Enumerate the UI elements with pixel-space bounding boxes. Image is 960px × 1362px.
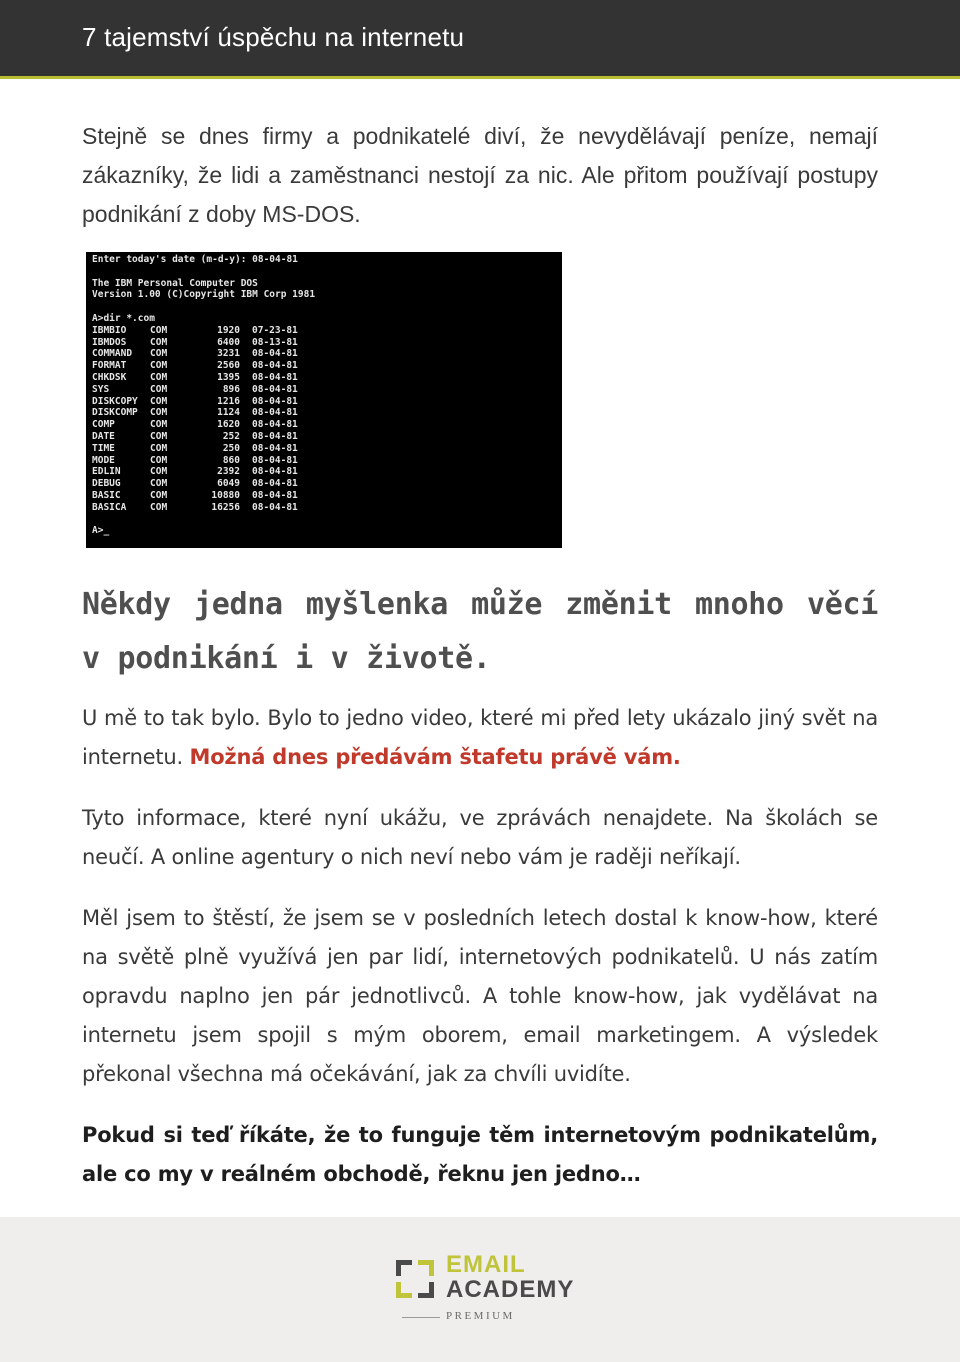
dos-file-date: 08-04-81 <box>252 501 298 513</box>
logo-text-email: EMAIL <box>446 1251 526 1278</box>
paragraph-info: Tyto informace, které nyní ukážu, ve zprávách nenajdete. Na školách se neučí. A online agentury o nich neví nebo vám je raději neříkají. <box>82 806 878 869</box>
logo-text-academy: ACADEMY <box>446 1276 575 1303</box>
dos-file-name: FORMAT <box>92 360 127 372</box>
intro-paragraph: Stejně se dnes firmy a podnikatelé diví, že nevydělávají peníze, nemají zákazníky, že lidi a zaměstnanci nestojí za nic. Ale přitom používají postupy podnikání z doby MS-DOS. <box>82 123 878 227</box>
email-academy-logo <box>392 1251 575 1332</box>
dos-file-name: SYS <box>92 383 110 395</box>
dos-file-name: MODE <box>92 454 115 466</box>
dos-file-row <box>92 478 556 490</box>
dos-file-row <box>92 455 556 467</box>
dos-file-size: 1395 <box>217 371 240 383</box>
dos-file-date: 08-04-81 <box>252 407 298 419</box>
dos-file-size: 1216 <box>217 395 240 407</box>
dos-file-row <box>92 431 556 443</box>
dos-file-name: COMMAND <box>92 348 133 360</box>
dos-file-size: 2560 <box>217 360 240 372</box>
dos-file-date: 08-04-81 <box>252 419 298 431</box>
ms-dos-screenshot <box>86 252 562 548</box>
dos-file-ext: COM <box>150 454 168 466</box>
dos-file-row <box>92 407 556 419</box>
highlight-text: Možná dnes předávám štafetu právě vám. <box>189 745 681 769</box>
dos-file-row <box>92 337 556 349</box>
dos-file-row <box>92 419 556 431</box>
dos-file-date: 08-04-81 <box>252 395 298 407</box>
dos-version-line: Version 1.00 (C)Copyright IBM Corp 1981 <box>92 289 316 301</box>
dos-file-date: 08-04-81 <box>252 478 298 490</box>
dos-file-name: BASICA <box>92 501 127 513</box>
dos-file-row <box>92 502 556 514</box>
dos-file-date: 08-04-81 <box>252 466 298 478</box>
dos-file-size: 2392 <box>217 466 240 478</box>
dos-file-row <box>92 348 556 360</box>
dos-file-date: 08-04-81 <box>252 489 298 501</box>
dos-file-size: 1124 <box>217 407 240 419</box>
paragraph-video <box>82 699 878 777</box>
logo-mark-icon <box>392 1256 438 1302</box>
header-bar <box>0 0 960 76</box>
dos-file-date: 08-04-81 <box>252 371 298 383</box>
dos-file-ext: COM <box>150 466 168 478</box>
dos-file-size: 10880 <box>211 489 240 501</box>
paragraph-bold-closing: Pokud si teď říkáte, že to funguje těm internetovým podnikatelům, ale co my v reálném obchodě, řeknu jen jedno… <box>82 1123 878 1186</box>
dos-file-name: IBMBIO <box>92 324 127 336</box>
paragraph-knowhow: Měl jsem to štěstí, že jsem se v posledních letech dostal k know-how, které na světě plně využívá jen par lidí, internetových podnikatelů. U nás zatím opravdu naplno jen pár jednotlivců. A tohle know-how, jak vydělávat na internetu jsem spojil s mým oborem, email marketingem. A výsledek překonal všechna má očekávání, jak za chvíli uvidíte. <box>82 906 878 1086</box>
dos-file-name: DISKCOMP <box>92 407 138 419</box>
dos-file-ext: COM <box>150 395 168 407</box>
dos-file-size: 252 <box>222 430 240 442</box>
dos-file-size: 3231 <box>217 348 240 360</box>
dos-file-size: 6049 <box>217 478 240 490</box>
dos-file-ext: COM <box>150 430 168 442</box>
logo-text-premium: PREMIUM <box>446 1310 515 1322</box>
dos-file-row <box>92 372 556 384</box>
dos-file-ext: COM <box>150 348 168 360</box>
dos-title-line: The IBM Personal Computer DOS <box>92 277 258 289</box>
header-accent-line <box>0 76 960 79</box>
dos-file-name: DATE <box>92 430 115 442</box>
dos-date-line: Enter today's date (m-d-y): 08-04-81 <box>92 254 298 265</box>
dos-file-date: 07-23-81 <box>252 324 298 336</box>
dos-file-name: EDLIN <box>92 466 121 478</box>
dos-file-row <box>92 396 556 408</box>
section-heading: Někdy jedna myšlenka může změnit mnoho věcí v podnikání i v životě. <box>82 587 878 676</box>
dos-file-row <box>92 360 556 372</box>
dos-file-name: IBMDOS <box>92 336 127 348</box>
dos-file-size: 250 <box>222 442 240 454</box>
dos-file-name: CHKDSK <box>92 371 127 383</box>
dos-file-name: DEBUG <box>92 478 121 490</box>
dos-file-name: DISKCOPY <box>92 395 138 407</box>
dos-file-row <box>92 325 556 337</box>
dos-file-name: TIME <box>92 442 115 454</box>
dos-file-date: 08-04-81 <box>252 454 298 466</box>
dos-file-ext: COM <box>150 442 168 454</box>
dos-file-date: 08-13-81 <box>252 336 298 348</box>
page-title: 7 tajemství úspěchu na internetu <box>82 22 465 52</box>
dos-file-ext: COM <box>150 478 168 490</box>
dos-file-size: 860 <box>222 454 240 466</box>
dos-file-name: COMP <box>92 419 115 431</box>
dos-file-size: 1920 <box>217 324 240 336</box>
dos-file-ext: COM <box>150 407 168 419</box>
dos-file-row <box>92 490 556 502</box>
dos-file-ext: COM <box>150 383 168 395</box>
dos-file-ext: COM <box>150 419 168 431</box>
dos-file-size: 16256 <box>211 501 240 513</box>
dos-file-ext: COM <box>150 360 168 372</box>
dos-file-ext: COM <box>150 489 168 501</box>
dos-file-date: 08-04-81 <box>252 442 298 454</box>
dos-file-date: 08-04-81 <box>252 430 298 442</box>
dos-file-date: 08-04-81 <box>252 348 298 360</box>
paragraph-video-text: U mě to tak bylo. Bylo to jedno video, které mi před lety ukázalo jiný svět na internetu. <box>82 706 878 769</box>
dos-file-size: 896 <box>222 383 240 395</box>
dos-file-ext: COM <box>150 501 168 513</box>
dos-file-size: 6400 <box>217 336 240 348</box>
dos-file-ext: COM <box>150 324 168 336</box>
dos-file-ext: COM <box>150 371 168 383</box>
dos-file-list <box>92 325 556 514</box>
dos-prompt: A>_ <box>92 525 110 537</box>
dos-file-date: 08-04-81 <box>252 360 298 372</box>
dos-file-date: 08-04-81 <box>252 383 298 395</box>
dos-file-size: 1620 <box>217 419 240 431</box>
dos-file-row <box>92 443 556 455</box>
dos-file-row <box>92 384 556 396</box>
dos-command-line: A>dir *.com <box>92 312 155 324</box>
dos-file-name: BASIC <box>92 489 121 501</box>
dos-file-row <box>92 466 556 478</box>
dos-file-ext: COM <box>150 336 168 348</box>
